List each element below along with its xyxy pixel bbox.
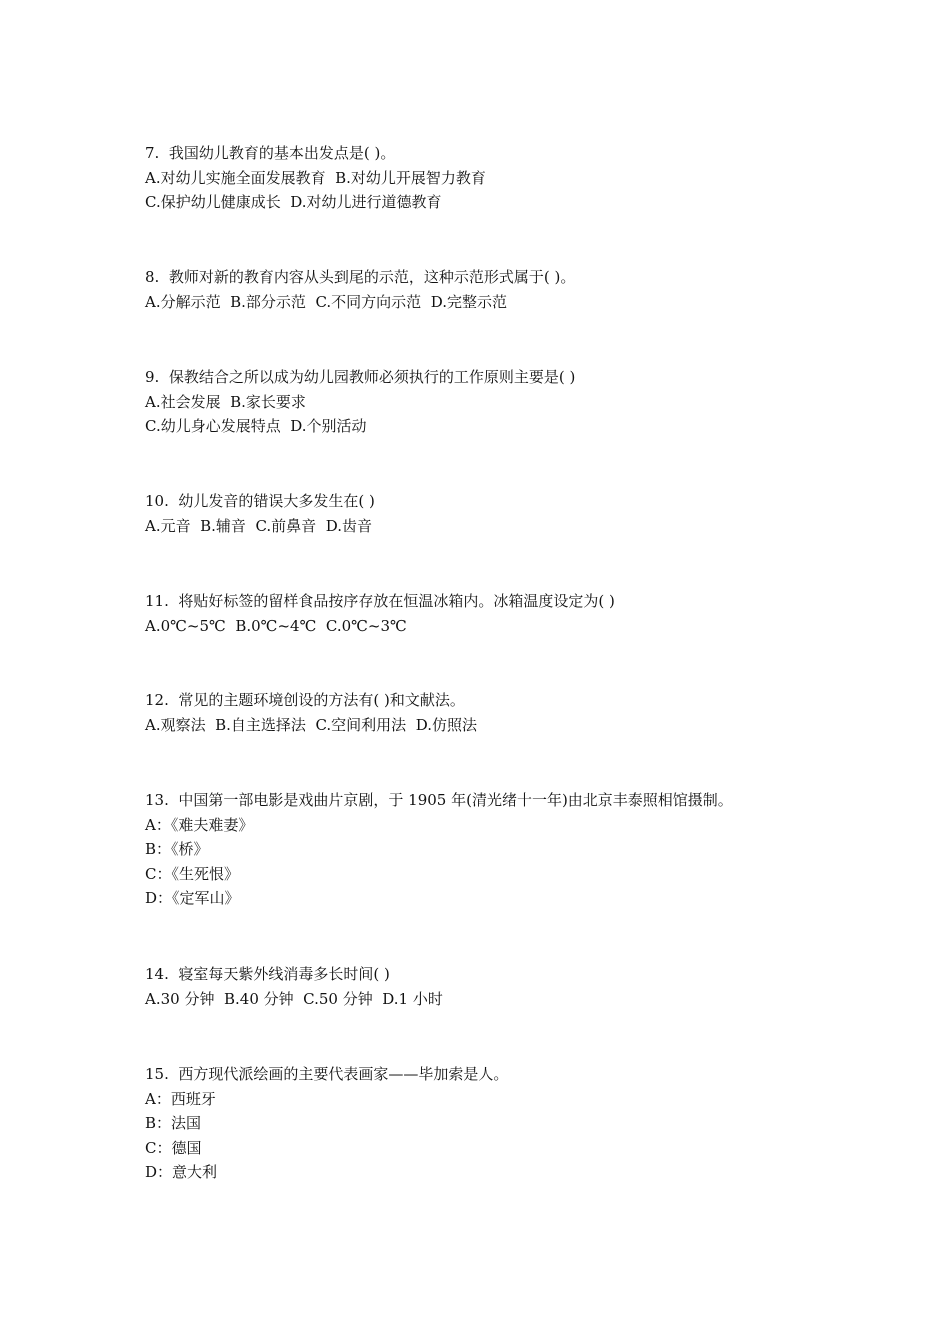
question-stem: 10. 幼儿发音的错误大多发生在( ): [145, 492, 375, 510]
question-option-line: A：西班牙: [145, 1089, 216, 1108]
question-option-line: B：《桥》: [145, 840, 209, 859]
question-14: [145, 962, 905, 1011]
question-15: [145, 1062, 905, 1185]
question-8: [145, 265, 905, 314]
question-option-line: A.30 分钟 B.40 分钟 C.50 分钟 D.1 小时: [145, 989, 443, 1008]
question-stem: 11. 将贴好标签的留样食品按序存放在恒温冰箱内。冰箱温度设定为( ): [145, 592, 615, 610]
question-stem: 15. 西方现代派绘画的主要代表画家——毕加索是人。: [145, 1065, 509, 1083]
question-stem: 9. 保教结合之所以成为幼儿园教师必须执行的工作原则主要是( ): [145, 368, 576, 386]
question-option-line: A：《难夫难妻》: [145, 815, 254, 834]
question-7: [145, 141, 905, 215]
question-option-line: A.观察法 B.自主选择法 C.空间利用法 D.仿照法: [145, 715, 477, 734]
question-stem: 13. 中国第一部电影是戏曲片京剧，于 1905 年(清光绪十一年)由北京丰泰照相馆摄制。: [145, 791, 733, 809]
question-option-line: D：《定军山》: [145, 889, 240, 908]
question-option-line: C.幼儿身心发展特点 D.个别活动: [145, 417, 367, 436]
question-option-line: C：《生死恨》: [145, 864, 239, 883]
question-11: [145, 589, 905, 638]
question-stem: 7. 我国幼儿教育的基本出发点是( )。: [145, 144, 396, 162]
question-option-line: A.元音 B.辅音 C.前鼻音 D.齿音: [145, 516, 372, 535]
question-option-line: A.0℃~5℃ B.0℃~4℃ C.0℃~3℃: [145, 616, 407, 635]
question-stem: 14. 寝室每天紫外线消毒多长时间( ): [145, 965, 390, 983]
question-13: [145, 788, 905, 911]
question-option-line: A.对幼儿实施全面发展教育 B.对幼儿开展智力教育: [145, 168, 486, 187]
question-10: [145, 489, 905, 538]
question-option-line: C：德国: [145, 1138, 202, 1157]
question-12: [145, 688, 905, 737]
question-stem: 8. 教师对新的教育内容从头到尾的示范，这种示范形式属于( )。: [145, 268, 576, 286]
question-option-line: D：意大利: [145, 1163, 218, 1182]
question-option-line: A.分解示范 B.部分示范 C.不同方向示范 D.完整示范: [145, 292, 507, 311]
question-option-line: B：法国: [145, 1114, 202, 1133]
question-stem: 12. 常见的主题环境创设的方法有( )和文献法。: [145, 691, 465, 709]
question-option-line: C.保护幼儿健康成长 D.对幼儿进行道德教育: [145, 193, 442, 212]
question-option-line: A.社会发展 B.家长要求: [145, 392, 306, 411]
question-9: [145, 365, 905, 439]
